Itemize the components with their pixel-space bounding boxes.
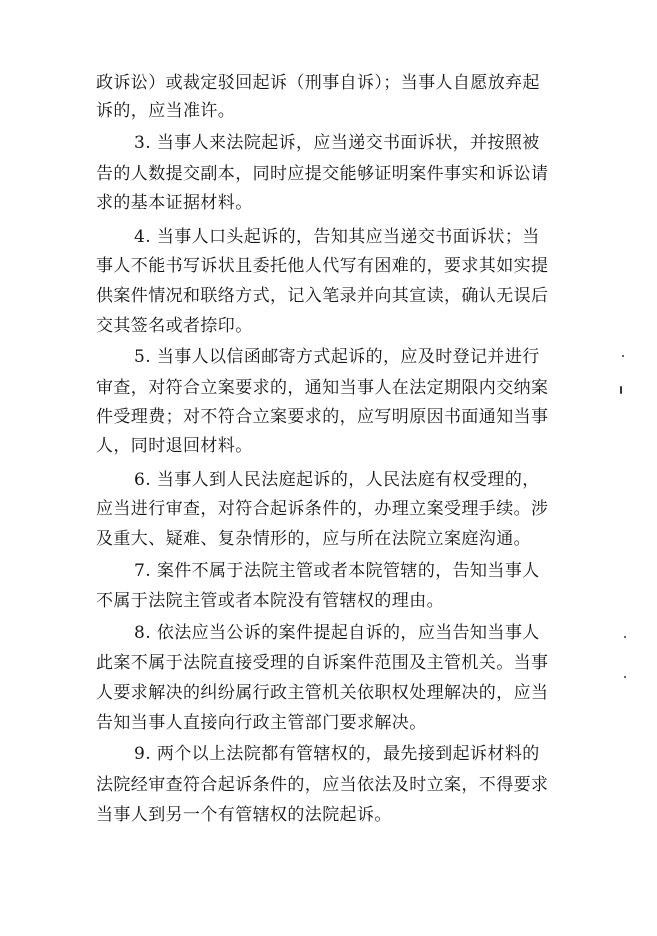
paragraph-9-start: 9. 两个以上法院都有管辖权的，最先接到起诉材料的 (134, 744, 540, 764)
text-line: 事人不能书写诉状且委托他人代写有困难的，要求其如实提 (96, 256, 549, 276)
text-line: 件受理费；对不符合立案要求的，应写明原因书面通知当事 (96, 407, 549, 427)
text-line: 应当进行审查，对符合起诉条件的，办理立案受理手续。涉 (96, 499, 549, 519)
paragraph-5-start: 5. 当事人以信函邮寄方式起诉的，应及时登记并进行 (134, 347, 540, 367)
text-line: 政诉讼）或裁定驳回起诉（刑事自诉）；当事人自愿放弃起 (96, 73, 540, 93)
text-line: 诉的，应当准许。 (96, 101, 236, 121)
paragraph-6-start: 6. 当事人到人民法庭起诉的，人民法庭有权受理的， (134, 470, 540, 490)
scan-speck (624, 676, 626, 678)
text-line: 供案件情况和联络方式，记入笔录并向其宣读，确认无误后 (96, 286, 549, 306)
text-line: 当事人到另一个有管辖权的法院起诉。 (96, 805, 392, 825)
paragraph-3-start: 3. 当事人来法院起诉，应当递交书面诉状，并按照被 (134, 133, 540, 153)
scan-speck (622, 355, 624, 357)
text-line: 不属于法院主管或者本院没有管辖权的理由。 (96, 591, 444, 611)
text-line: 审查，对符合立案要求的，通知当事人在法定期限内交纳案 (96, 378, 549, 398)
paragraph-8-start: 8. 依法应当公诉的案件提起自诉的，应当告知当事人 (134, 623, 540, 643)
text-line: 交其签名或者捺印。 (96, 316, 253, 336)
text-line: 人要求解决的纠纷属行政主管机关依职权处理解决的，应当 (96, 683, 549, 703)
text-line: 此案不属于法院直接受理的自诉案件范围及主管机关。当事 (96, 653, 549, 673)
text-line: 及重大、疑难、复杂情形的，应与所在法院立案庭沟通。 (96, 529, 531, 549)
paragraph-7-start: 7. 案件不属于法院主管或者本院管辖的，告知当事人 (134, 561, 540, 581)
text-line: 法院经审查符合起诉条件的，应当依法及时立案，不得要求 (96, 775, 549, 795)
paragraph-4-start: 4. 当事人口头起诉的，告知其应当递交书面诉状；当 (134, 227, 540, 247)
text-line: 人，同时退回材料。 (96, 436, 253, 456)
scan-speck (620, 386, 622, 394)
text-line: 告知当事人直接向行政主管部门要求解决。 (96, 713, 427, 733)
scan-speck (624, 636, 626, 638)
text-line: 求的基本证据材料。 (96, 193, 253, 213)
text-line: 告的人数提交副本，同时应提交能够证明案件事实和诉讼请 (96, 164, 549, 184)
